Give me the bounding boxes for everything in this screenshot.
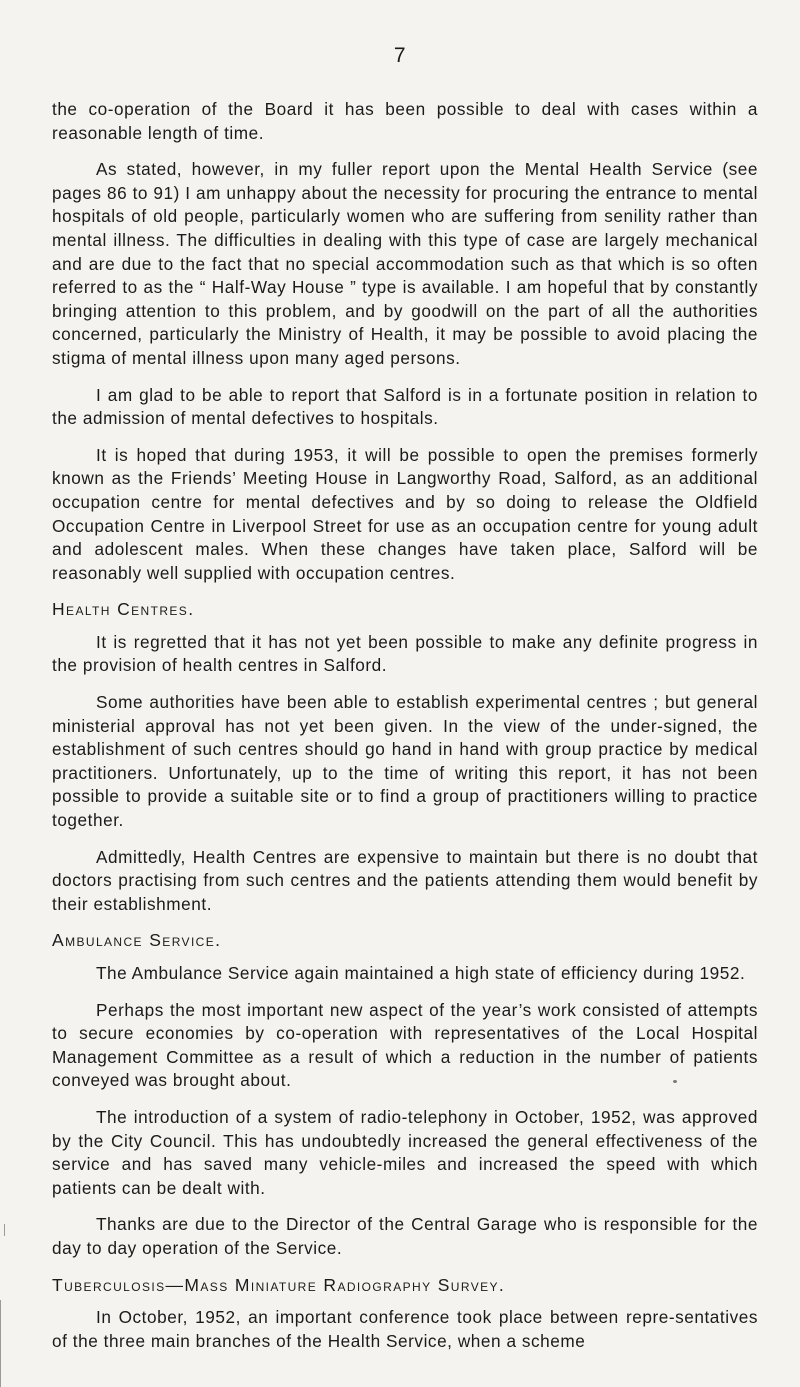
section-heading-tuberculosis: Tuberculosis—Mass Miniature Radiography Survey. [52, 1274, 506, 1295]
paragraph-experimental-centres: Some authorities have been able to establish experimental centres ; but general ministerial approval has not yet been given. In the view of the under-signed, the establishment of such centres should go hand in hand with group practice by medical practitioners. Unfortunately, up to the time of writing this report, it has not been possible to provide a suitable site or to find a group of practitioners willing to practice together. [52, 692, 758, 831]
section-heading-ambulance-service: Ambulance Service. [52, 930, 222, 951]
paragraph-radio-telephony: The introduction of a system of radio-telephony in October, 1952, was approved by the City Council. This has undoubtedly increased the general effectiveness of the service and has saved many vehicle-miles and increased the speed with which patients can be dealt with. [52, 1106, 758, 1198]
body-text [52, 98, 758, 1353]
paragraph-ambulance-efficiency: The Ambulance Service again maintained a high state of efficiency during 1952. [96, 963, 746, 983]
paragraph-continuation: the co-operation of the Board it has been possible to deal with cases within a reasonable length of time. [52, 99, 758, 143]
section-heading-health-centres: Health Centres. [52, 599, 195, 620]
page-number: 7 [393, 44, 407, 67]
paragraph-mental-health-old-people: As stated, however, in my fuller report upon the Mental Health Service (see pages 86 to 91) I am unhappy about the necessity for procuring the entrance to mental hospitals of old people, particularly women who are suffering from senility rather than mental illness. The difficulties in dealing with this type of case are largely mechanical and are due to the fact that no special accommodation such as that which is so often referred to as the “ Half-Way House ” type is available. I am hopeful that by constantly bringing attention to this problem, and by goodwill on the part of all the authorities concerned, particularly the Ministry of Health, it may be possible to avoid placing the stigma of mental illness upon many aged persons. [52, 159, 758, 368]
paragraph-health-centres-expense: Admittedly, Health Centres are expensive to maintain but there is no doubt that doctors practising from such centres and the patients attending them would benefit by their establishment. [52, 846, 758, 914]
paragraph-occupation-centre: It is hoped that during 1953, it will be possible to open the premises formerly known as the Friends’ Meeting House in Langworthy Road, Salford, as an additional occupation centre for mental defectives and by so doing to release the Oldfield Occupation Centre in Liverpool Street for use as an occupation centre for young adult and adolescent males. When these changes have taken place, Salford will be reasonably well supplied with occupation centres. [52, 444, 758, 583]
paragraph-mental-defectives-admission: I am glad to be able to report that Salford is in a fortunate position in relation to the admission of mental defectives to hospitals. [52, 384, 758, 429]
scan-margin-mark [4, 1224, 5, 1236]
paragraph-health-centres-progress: It is regretted that it has not yet been possible to make any definite progress in the provision of health centres in Salford. [52, 631, 758, 676]
scan-margin-line [0, 1300, 1, 1387]
paragraph-ambulance-economies: Perhaps the most important new aspect of the year’s work consisted of attempts to secure economies by co-operation with representatives of the Local Hospital Management Committee as a result of which a reduction in the number of patients conveyed was brought about. [52, 999, 758, 1091]
paragraph-thanks-central-garage: Thanks are due to the Director of the Central Garage who is responsible for the day to day operation of the Service. [52, 1214, 758, 1258]
paragraph-conference-october: In October, 1952, an important conference took place between repre-sentatives of the three main branches of the Health Service, when a scheme [52, 1307, 758, 1351]
scan-speck [673, 1080, 677, 1083]
